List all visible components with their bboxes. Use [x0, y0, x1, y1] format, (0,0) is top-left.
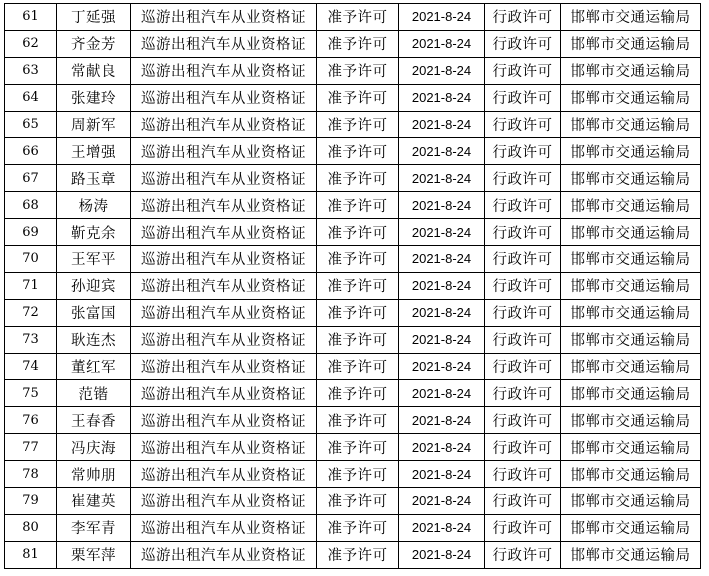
issuing-authority-cell: 邯郸市交通运输局	[561, 541, 701, 568]
row-number-cell: 75	[5, 380, 57, 407]
applicant-name-cell: 张富国	[57, 299, 131, 326]
action-type-cell: 行政许可	[485, 299, 561, 326]
decision-date-cell: 2021-8-24	[399, 57, 485, 84]
row-number-cell: 69	[5, 219, 57, 246]
decision-cell: 准予许可	[317, 488, 399, 515]
decision-cell: 准予许可	[317, 380, 399, 407]
applicant-name-cell: 孙迎宾	[57, 272, 131, 299]
table-row	[5, 272, 701, 299]
action-type-cell: 行政许可	[485, 326, 561, 353]
certificate-type-cell: 巡游出租汽车从业资格证	[131, 407, 317, 434]
table-row	[5, 219, 701, 246]
certificate-type-cell: 巡游出租汽车从业资格证	[131, 138, 317, 165]
issuing-authority-cell: 邯郸市交通运输局	[561, 488, 701, 515]
table-row	[5, 4, 701, 31]
certificate-type-cell: 巡游出租汽车从业资格证	[131, 514, 317, 541]
table-row	[5, 138, 701, 165]
decision-cell: 准予许可	[317, 84, 399, 111]
action-type-cell: 行政许可	[485, 111, 561, 138]
row-number-cell: 79	[5, 488, 57, 515]
decision-date-cell: 2021-8-24	[399, 219, 485, 246]
row-number-cell: 66	[5, 138, 57, 165]
decision-cell: 准予许可	[317, 30, 399, 57]
decision-date-cell: 2021-8-24	[399, 30, 485, 57]
row-number-cell: 62	[5, 30, 57, 57]
issuing-authority-cell: 邯郸市交通运输局	[561, 57, 701, 84]
issuing-authority-cell: 邯郸市交通运输局	[561, 138, 701, 165]
applicant-name-cell: 冯庆海	[57, 434, 131, 461]
certificate-type-cell: 巡游出租汽车从业资格证	[131, 461, 317, 488]
issuing-authority-cell: 邯郸市交通运输局	[561, 111, 701, 138]
table-row	[5, 541, 701, 568]
decision-cell: 准予许可	[317, 541, 399, 568]
table-row	[5, 488, 701, 515]
decision-date-cell: 2021-8-24	[399, 272, 485, 299]
action-type-cell: 行政许可	[485, 407, 561, 434]
certificate-type-cell: 巡游出租汽车从业资格证	[131, 4, 317, 31]
certificate-type-cell: 巡游出租汽车从业资格证	[131, 57, 317, 84]
applicant-name-cell: 栗军萍	[57, 541, 131, 568]
certificate-type-cell: 巡游出租汽车从业资格证	[131, 30, 317, 57]
row-number-cell: 63	[5, 57, 57, 84]
row-number-cell: 76	[5, 407, 57, 434]
applicant-name-cell: 崔建英	[57, 488, 131, 515]
applicant-name-cell: 耿连杰	[57, 326, 131, 353]
decision-date-cell: 2021-8-24	[399, 326, 485, 353]
certificate-type-cell: 巡游出租汽车从业资格证	[131, 192, 317, 219]
issuing-authority-cell: 邯郸市交通运输局	[561, 30, 701, 57]
row-number-cell: 65	[5, 111, 57, 138]
decision-date-cell: 2021-8-24	[399, 514, 485, 541]
action-type-cell: 行政许可	[485, 84, 561, 111]
decision-date-cell: 2021-8-24	[399, 488, 485, 515]
action-type-cell: 行政许可	[485, 57, 561, 84]
permit-table	[4, 3, 701, 569]
action-type-cell: 行政许可	[485, 272, 561, 299]
permit-table-body	[5, 4, 701, 569]
issuing-authority-cell: 邯郸市交通运输局	[561, 272, 701, 299]
certificate-type-cell: 巡游出租汽车从业资格证	[131, 326, 317, 353]
applicant-name-cell: 靳克余	[57, 219, 131, 246]
decision-cell: 准予许可	[317, 192, 399, 219]
applicant-name-cell: 张建玲	[57, 84, 131, 111]
certificate-type-cell: 巡游出租汽车从业资格证	[131, 84, 317, 111]
action-type-cell: 行政许可	[485, 353, 561, 380]
decision-date-cell: 2021-8-24	[399, 380, 485, 407]
issuing-authority-cell: 邯郸市交通运输局	[561, 246, 701, 273]
applicant-name-cell: 王春香	[57, 407, 131, 434]
table-row	[5, 111, 701, 138]
decision-cell: 准予许可	[317, 165, 399, 192]
issuing-authority-cell: 邯郸市交通运输局	[561, 192, 701, 219]
certificate-type-cell: 巡游出租汽车从业资格证	[131, 219, 317, 246]
decision-cell: 准予许可	[317, 353, 399, 380]
certificate-type-cell: 巡游出租汽车从业资格证	[131, 434, 317, 461]
decision-date-cell: 2021-8-24	[399, 246, 485, 273]
decision-date-cell: 2021-8-24	[399, 541, 485, 568]
table-row	[5, 57, 701, 84]
permit-table-container	[4, 3, 701, 569]
decision-cell: 准予许可	[317, 219, 399, 246]
action-type-cell: 行政许可	[485, 246, 561, 273]
certificate-type-cell: 巡游出租汽车从业资格证	[131, 488, 317, 515]
table-row	[5, 192, 701, 219]
row-number-cell: 73	[5, 326, 57, 353]
applicant-name-cell: 王增强	[57, 138, 131, 165]
certificate-type-cell: 巡游出租汽车从业资格证	[131, 380, 317, 407]
action-type-cell: 行政许可	[485, 514, 561, 541]
decision-cell: 准予许可	[317, 434, 399, 461]
applicant-name-cell: 路玉章	[57, 165, 131, 192]
decision-date-cell: 2021-8-24	[399, 165, 485, 192]
issuing-authority-cell: 邯郸市交通运输局	[561, 84, 701, 111]
decision-cell: 准予许可	[317, 514, 399, 541]
table-row	[5, 353, 701, 380]
row-number-cell: 80	[5, 514, 57, 541]
decision-date-cell: 2021-8-24	[399, 461, 485, 488]
table-row	[5, 380, 701, 407]
certificate-type-cell: 巡游出租汽车从业资格证	[131, 246, 317, 273]
table-row	[5, 299, 701, 326]
issuing-authority-cell: 邯郸市交通运输局	[561, 4, 701, 31]
issuing-authority-cell: 邯郸市交通运输局	[561, 434, 701, 461]
table-row	[5, 461, 701, 488]
issuing-authority-cell: 邯郸市交通运输局	[561, 380, 701, 407]
applicant-name-cell: 董红军	[57, 353, 131, 380]
decision-cell: 准予许可	[317, 138, 399, 165]
decision-date-cell: 2021-8-24	[399, 84, 485, 111]
decision-cell: 准予许可	[317, 57, 399, 84]
action-type-cell: 行政许可	[485, 434, 561, 461]
table-row	[5, 407, 701, 434]
applicant-name-cell: 常帅朋	[57, 461, 131, 488]
table-row	[5, 30, 701, 57]
row-number-cell: 81	[5, 541, 57, 568]
row-number-cell: 77	[5, 434, 57, 461]
issuing-authority-cell: 邯郸市交通运输局	[561, 514, 701, 541]
decision-cell: 准予许可	[317, 299, 399, 326]
issuing-authority-cell: 邯郸市交通运输局	[561, 219, 701, 246]
applicant-name-cell: 杨涛	[57, 192, 131, 219]
issuing-authority-cell: 邯郸市交通运输局	[561, 353, 701, 380]
issuing-authority-cell: 邯郸市交通运输局	[561, 299, 701, 326]
action-type-cell: 行政许可	[485, 138, 561, 165]
row-number-cell: 74	[5, 353, 57, 380]
certificate-type-cell: 巡游出租汽车从业资格证	[131, 299, 317, 326]
issuing-authority-cell: 邯郸市交通运输局	[561, 326, 701, 353]
action-type-cell: 行政许可	[485, 219, 561, 246]
decision-cell: 准予许可	[317, 111, 399, 138]
certificate-type-cell: 巡游出租汽车从业资格证	[131, 541, 317, 568]
decision-date-cell: 2021-8-24	[399, 4, 485, 31]
decision-date-cell: 2021-8-24	[399, 407, 485, 434]
applicant-name-cell: 李军青	[57, 514, 131, 541]
decision-cell: 准予许可	[317, 326, 399, 353]
action-type-cell: 行政许可	[485, 30, 561, 57]
action-type-cell: 行政许可	[485, 165, 561, 192]
certificate-type-cell: 巡游出租汽车从业资格证	[131, 353, 317, 380]
applicant-name-cell: 常献良	[57, 57, 131, 84]
decision-date-cell: 2021-8-24	[399, 353, 485, 380]
action-type-cell: 行政许可	[485, 488, 561, 515]
certificate-type-cell: 巡游出租汽车从业资格证	[131, 111, 317, 138]
applicant-name-cell: 周新军	[57, 111, 131, 138]
action-type-cell: 行政许可	[485, 461, 561, 488]
action-type-cell: 行政许可	[485, 192, 561, 219]
applicant-name-cell: 齐金芳	[57, 30, 131, 57]
decision-cell: 准予许可	[317, 407, 399, 434]
table-row	[5, 514, 701, 541]
decision-date-cell: 2021-8-24	[399, 192, 485, 219]
table-row	[5, 84, 701, 111]
issuing-authority-cell: 邯郸市交通运输局	[561, 407, 701, 434]
action-type-cell: 行政许可	[485, 380, 561, 407]
certificate-type-cell: 巡游出租汽车从业资格证	[131, 272, 317, 299]
table-row	[5, 165, 701, 192]
row-number-cell: 72	[5, 299, 57, 326]
issuing-authority-cell: 邯郸市交通运输局	[561, 165, 701, 192]
row-number-cell: 61	[5, 4, 57, 31]
row-number-cell: 64	[5, 84, 57, 111]
row-number-cell: 70	[5, 246, 57, 273]
decision-cell: 准予许可	[317, 4, 399, 31]
table-row	[5, 246, 701, 273]
applicant-name-cell: 范锴	[57, 380, 131, 407]
decision-date-cell: 2021-8-24	[399, 111, 485, 138]
decision-cell: 准予许可	[317, 272, 399, 299]
row-number-cell: 67	[5, 165, 57, 192]
decision-date-cell: 2021-8-24	[399, 299, 485, 326]
decision-cell: 准予许可	[317, 246, 399, 273]
row-number-cell: 78	[5, 461, 57, 488]
applicant-name-cell: 丁延强	[57, 4, 131, 31]
applicant-name-cell: 王军平	[57, 246, 131, 273]
row-number-cell: 68	[5, 192, 57, 219]
decision-cell: 准予许可	[317, 461, 399, 488]
issuing-authority-cell: 邯郸市交通运输局	[561, 461, 701, 488]
row-number-cell: 71	[5, 272, 57, 299]
decision-date-cell: 2021-8-24	[399, 434, 485, 461]
action-type-cell: 行政许可	[485, 541, 561, 568]
certificate-type-cell: 巡游出租汽车从业资格证	[131, 165, 317, 192]
action-type-cell: 行政许可	[485, 4, 561, 31]
table-row	[5, 326, 701, 353]
table-row	[5, 434, 701, 461]
decision-date-cell: 2021-8-24	[399, 138, 485, 165]
